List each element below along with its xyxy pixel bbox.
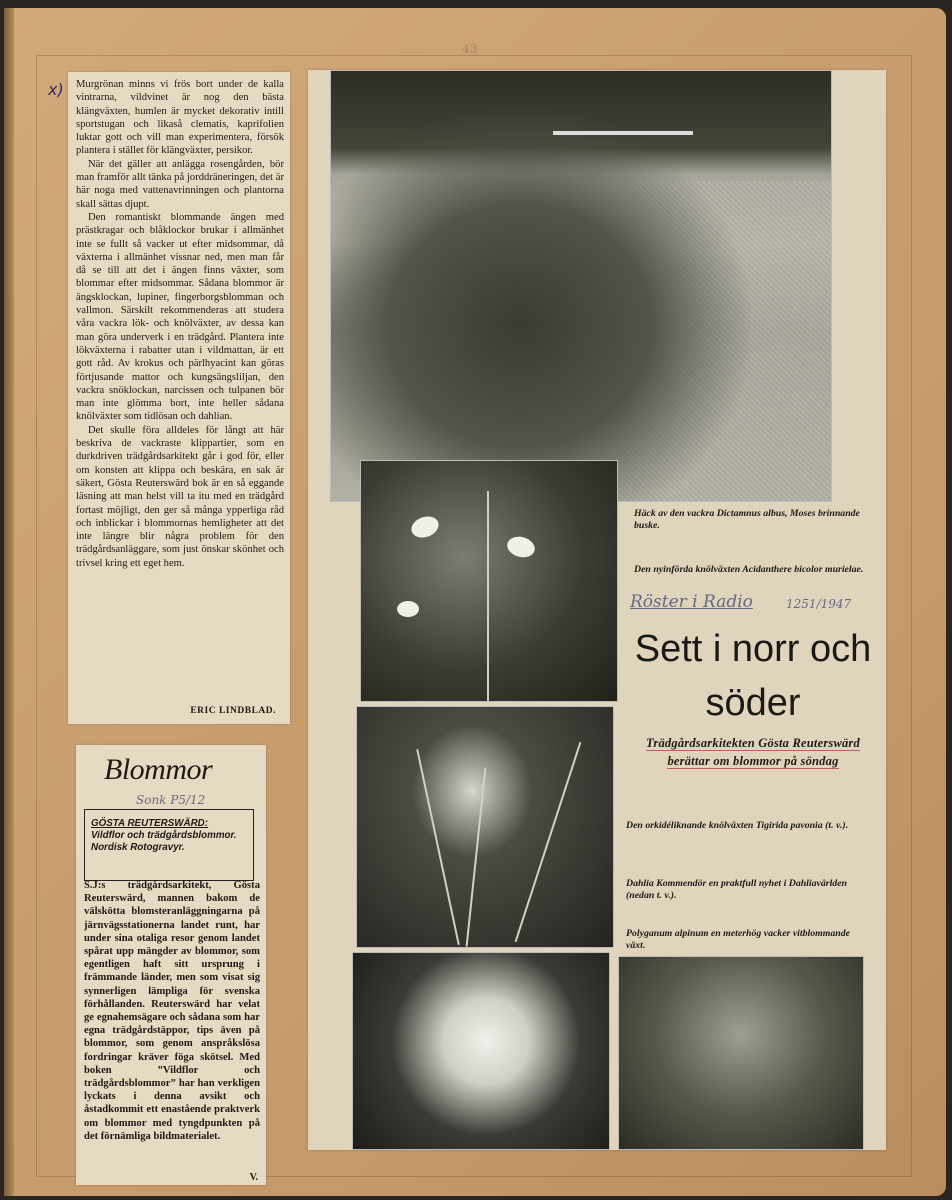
flower-stem	[466, 767, 487, 946]
handwritten-source: Röster i Radio	[630, 592, 753, 612]
caption-dahlia: Dahlia Kommendör en praktfull nyhet i Dahliavärlden (nedan t. v.).	[626, 878, 847, 901]
photo-tigrida	[356, 706, 614, 948]
article-body	[76, 78, 284, 570]
caption-tigrida: Den orkidéliknande knölväxten Tigirida pavonia (t. v.).	[626, 820, 849, 831]
article-paragraph: Det skulle föra alldeles för långt att här beskriva de vackraste klippartier, som en durkdriven trädgårdsarkitekt går i god för, eller om konsten att klippa och beskära, en sak är säkert, Gösta Reuterswärd bok är en så eggande läsning att man helst vill ta itu med en trädgård fortast möjligt, den ger så många ypperliga råd och inblickar i blommornas hemligheter att det inte längre blir några problem för den trädgårdsanläggare, som just önskar skönhet och trivsel kring ett eget hem.	[76, 424, 284, 569]
hedge-shrub	[331, 111, 751, 501]
review-clipping	[76, 745, 266, 1185]
main-clipping	[308, 70, 886, 1150]
flower-bloom	[408, 513, 441, 541]
photo-acidanthera	[360, 460, 618, 702]
book-spine	[4, 8, 14, 1196]
photo-polyganum	[618, 956, 864, 1150]
caption-acidanthera: Den nyinförda knölväxten Acidanthere bicolor murielae.	[634, 564, 864, 575]
flower-stem	[487, 491, 489, 701]
article-signature: ERIC LINDBLAD.	[190, 706, 276, 716]
flower-bloom	[505, 534, 537, 561]
flower-bloom	[397, 601, 419, 617]
review-signature: V.	[249, 1172, 258, 1183]
subheadline-text: Trädgårdsarkitekten Gösta Reuterswärd berättar om blommor på söndag	[646, 736, 860, 768]
page-number: 43	[462, 42, 478, 56]
bench	[553, 131, 693, 135]
article-paragraph: Den romantiskt blommande ängen med prästkragar och blåklockor brukar i allmänhet inte se fullt så vacker ut efter midsommar, då växterna i allmänhet vissnar ned, men man får då se till att det i ängen finns växter, som blommar efter midsommar. Sådana blommor är ängsklockan, lupiner, fingerborgsblomman och vallmon. Särskilt rekommenderas att studera våra vackra lök- och knölväxter, av dessa kan man göra underverk i en trädgård. Plantera inte lökväxterna i rabatter utan i vildmattan, är ett gott råd. Av krokus och pärlhyacint kan göras förtjusande mattor och kungsängsliljan, den vackra snöklockan, narcissen och tulpanen bör man inte glömma bort, inte heller sådana knölväxter som tidlösan och dahlian.	[76, 211, 284, 423]
article-clipping	[68, 72, 290, 724]
review-body: S.J:s trädgårdsarkitekt, Gösta Reuterswärd, mannen bakom de välskötta blomsteranläggningarna på järnvägsstationerna landet runt, har under sina otaliga resor genom landet spårat upp mängder av blommor, som egentligen haft sitt ursprung i främmande länder, men som visat sig synnerligen lämpliga för svenska förhållanden. Reuterswärd har velat ge egnahemsägare och sådana som har egna trädgårdstäppor, tips även på blommor, som genom anspråkslösa fordringar kräver föga skötsel. Med boken ”Vildflor och trädgårdsblommor” har han verkligen lyckats i denna avsikt och åstadkommit ett enastående praktverk om blommor med tyngdpunkten på det förnämliga bildmaterialet.	[84, 880, 260, 1142]
article-paragraph: Murgrönan minns vi frös bort under de kalla vintrarna, vildvinet är nog den bästa klängväxten, humlen är mycket dekorativ intill sportstugan och likaså clematis, kaprifolien luktar gott och vill man experimentera, försök plantera i stället för klängväxter, persikor.	[76, 79, 284, 157]
photo-dahlia	[352, 952, 610, 1150]
photo-hedge	[330, 70, 832, 502]
review-book-title: Vildflor och trädgårdsblommor. Nordisk Rotogravyr.	[91, 830, 237, 853]
review-book-box	[84, 809, 254, 881]
leaf	[416, 749, 460, 945]
handwritten-date: 1251/1947	[786, 597, 852, 611]
caption-hedge: Häck av den vackra Dictamnus albus, Moses brinnande buske.	[634, 508, 860, 531]
subheadline	[628, 734, 878, 770]
review-title: Blommor	[104, 753, 213, 786]
headline: Sett i norr och söder	[634, 628, 872, 724]
article-paragraph: När det gäller att anlägga rosengården, bör man framför allt tänka på jorddräneringen, det är här noga med vattenavrinningen och plantorna skall sättas djupt.	[76, 158, 284, 210]
pen-mark: x)	[48, 80, 64, 99]
caption-polyganum: Polyganum alpinum en meterhög vacker vitblommande växt.	[626, 928, 850, 951]
review-book-author: GÖSTA REUTERSWÄRD:	[91, 818, 209, 829]
review-handwritten-note: Sonk P5/12	[136, 793, 206, 807]
leaf	[515, 742, 582, 942]
